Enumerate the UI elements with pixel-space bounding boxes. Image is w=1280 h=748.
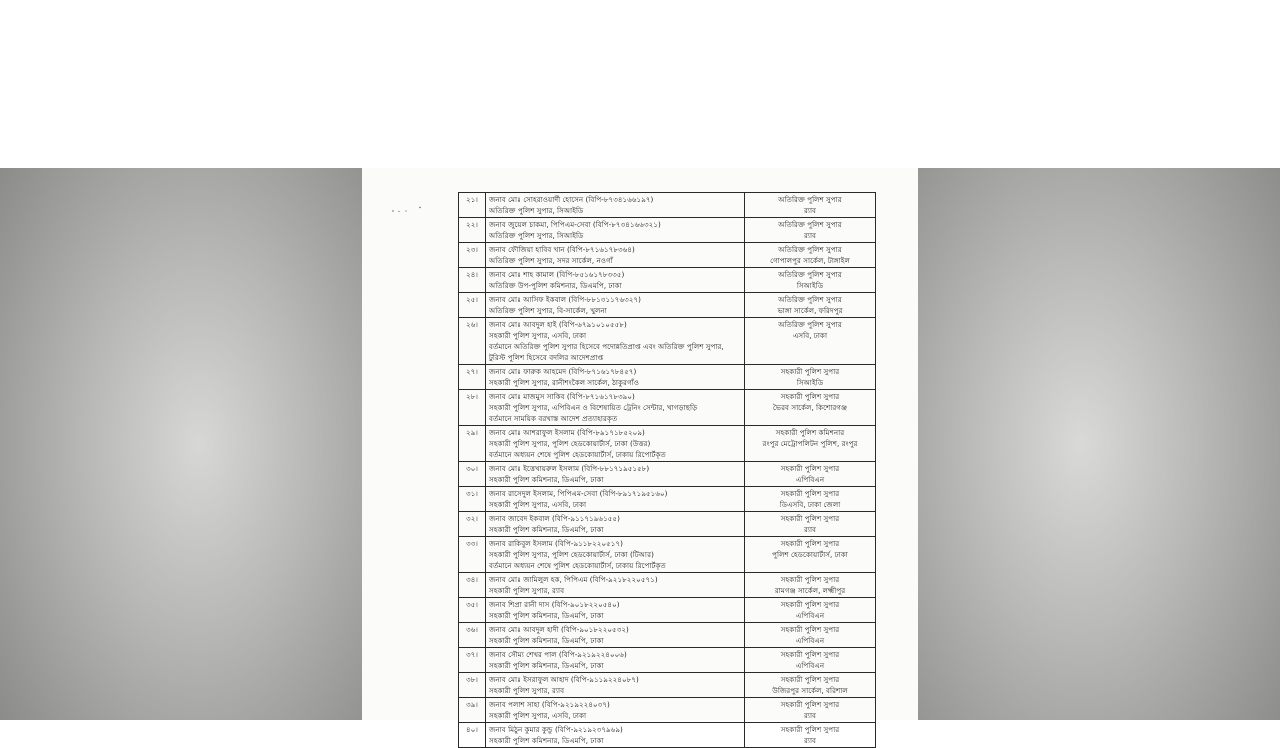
table-row (459, 512, 876, 537)
officer-details-cell (486, 673, 745, 698)
serial-number-cell: ২৮। (459, 390, 486, 426)
new-posting-cell (745, 723, 876, 748)
serial-number-cell: ২৯। (459, 426, 486, 462)
officer-detail-line: বর্তমানে সাময়িক বরখাস্ত আদেশ প্রত্যাহারকৃত (489, 414, 618, 423)
officer-details-cell (486, 487, 745, 512)
scanned-document-page (362, 168, 918, 745)
posting-unit-line: এপিবিএন (795, 636, 825, 645)
posting-designation-line: সহকারী পুলিশ সুপার (780, 539, 840, 548)
posting-designation-line: অতিরিক্ত পুলিশ সুপার (778, 295, 842, 304)
officer-detail-line: অতিরিক্ত পুলিশ সুপার, বি-সার্কেল, খুলনা (489, 306, 607, 315)
posting-designation-line: অতিরিক্ত পুলিশ সুপার (778, 320, 842, 329)
officer-details-cell (486, 598, 745, 623)
officer-detail-line: টুরিস্ট পুলিশ হিসেবে বদলির আদেশপ্রাপ্ত (489, 353, 604, 362)
officer-name-line: জনাব ফৌজিয়া হাবিব খান (বিপি-৮৭১৬১৭৮৩৬৪) (489, 245, 635, 254)
blurred-background-right (918, 168, 1280, 720)
new-posting-cell (745, 512, 876, 537)
officer-detail-line: অতিরিক্ত পুলিশ সুপার, সিআইডি (489, 231, 584, 240)
new-posting-cell (745, 462, 876, 487)
new-posting-cell (745, 623, 876, 648)
officer-details-cell (486, 537, 745, 573)
posting-designation-line: সহকারী পুলিশ সুপার (780, 575, 840, 584)
new-posting-cell (745, 673, 876, 698)
new-posting-cell (745, 365, 876, 390)
officer-details-cell (486, 193, 745, 218)
officer-name-line: জনাব মোঃ ফারুক আহমেদ (বিপি-৮৭১৬১৭৮৪৫৭) (489, 367, 637, 376)
table-row (459, 426, 876, 462)
serial-number-cell: ৩৮। (459, 673, 486, 698)
posting-unit-line: র‍্যাব (803, 711, 817, 720)
posting-unit-line: রামগঞ্জ সার্কেল, লক্ষ্মীপুর (774, 586, 846, 595)
table-row (459, 462, 876, 487)
officer-detail-line: সহকারী পুলিশ কমিশনার, ডিএমপি, ঢাকা (489, 525, 604, 534)
officer-detail-line: বর্তমানে অতিরিক্ত পুলিশ সুপার হিসেবে পদোন্নতিপ্রাপ্ত এবং অতিরিক্ত পুলিশ সুপার, (489, 342, 724, 351)
officer-details-cell (486, 573, 745, 598)
table-row (459, 193, 876, 218)
posting-designation-line: সহকারী পুলিশ সুপার (780, 650, 840, 659)
officer-details-cell (486, 723, 745, 748)
new-posting-cell (745, 390, 876, 426)
table-row (459, 573, 876, 598)
posting-designation-line: সহকারী পুলিশ সুপার (780, 600, 840, 609)
serial-number-cell: ৩৯। (459, 698, 486, 723)
posting-unit-line: সিআইডি (796, 378, 824, 387)
officer-name-line: জনাব রাকিবুল ইসলাম (বিপি-৯১১৮২২০৫১৭) (489, 539, 623, 548)
serial-number-cell: ২৫। (459, 293, 486, 318)
posting-unit-line: এসবি, ঢাকা (792, 331, 828, 340)
officer-detail-line: অতিরিক্ত উপ-পুলিশ কমিশনার, ডিএমপি, ঢাকা (489, 281, 622, 290)
officer-detail-line: সহকারী পুলিশ কমিশনার, ডিএমপি, ঢাকা (489, 661, 604, 670)
table-row (459, 390, 876, 426)
serial-number-cell: ৩৬। (459, 623, 486, 648)
table-body (459, 193, 876, 748)
officer-name-line: জনাব মোঃ আশরাফুল ইসলাম (বিপি-৮৯১৭১৮৫২০৯) (489, 428, 645, 437)
officer-details-cell (486, 512, 745, 537)
officer-name-line: জনাব মোঃ আবদুল হাদী (বিপি-৯০১৮২২০৫৩২) (489, 625, 629, 634)
table-row (459, 537, 876, 573)
officer-details-cell (486, 698, 745, 723)
officer-detail-line: সহকারী পুলিশ সুপার, র‍্যাব (489, 686, 565, 695)
posting-unit-line: এপিবিএন (795, 661, 825, 670)
officer-name-line: জনাব সৌম্য শেখর পাল (বিপি-৯২১৯২২৪০০৬) (489, 650, 627, 659)
transfer-posting-table (458, 192, 876, 748)
officer-details-cell (486, 390, 745, 426)
officer-name-line: জনাব মোঃ শাহ কামাল (বিপি-৮৫১৬১৭৮৩৩৫) (489, 270, 625, 279)
new-posting-cell (745, 243, 876, 268)
serial-number-cell: ৩৭। (459, 648, 486, 673)
posting-designation-line: সহকারী পুলিশ সুপার (780, 675, 840, 684)
new-posting-cell (745, 193, 876, 218)
new-posting-cell (745, 573, 876, 598)
serial-number-cell: ২২। (459, 218, 486, 243)
posting-designation-line: সহকারী পুলিশ সুপার (780, 625, 840, 634)
officer-detail-line: সহকারী পুলিশ সুপার, এসবি, ঢাকা (489, 711, 587, 720)
new-posting-cell (745, 293, 876, 318)
officer-name-line: জনাব শিপ্রা রানী দাস (বিপি-৯০১৮২২০৫৪০) (489, 600, 620, 609)
posting-designation-line: অতিরিক্ত পুলিশ সুপার (778, 195, 842, 204)
new-posting-cell (745, 218, 876, 243)
scan-speck-mark (390, 206, 424, 214)
officer-name-line: জনাব রাসেদুল ইসলাম, পিপিএম-সেবা (বিপি-৮৯১৭১৯৫১৬০) (489, 489, 668, 498)
posting-unit-line: সিআইডি (796, 281, 824, 290)
blurred-background-left (0, 168, 362, 720)
table-row (459, 487, 876, 512)
serial-number-cell: ৩২। (459, 512, 486, 537)
officer-detail-line: সহকারী পুলিশ সুপার, এসবি, ঢাকা (489, 331, 587, 340)
officer-details-cell (486, 293, 745, 318)
posting-designation-line: সহকারী পুলিশ সুপার (780, 700, 840, 709)
posting-designation-line: সহকারী পুলিশ সুপার (780, 367, 840, 376)
officer-name-line: জনাব মোঃ ইসরাফুল আহাদ (বিপি-৯১১৯২২৪০৮৭) (489, 675, 639, 684)
officer-details-cell (486, 268, 745, 293)
posting-designation-line: সহকারী পুলিশ সুপার (780, 725, 840, 734)
officer-name-line: জনাব মোঃ মাজমুস সাকিব (বিপি-৮৭১৬১৭৮৩৯০) (489, 392, 635, 401)
posting-designation-line: সহকারী পুলিশ সুপার (780, 514, 840, 523)
officer-detail-line: সহকারী পুলিশ সুপার, পুলিশ হেডকোয়ার্টার্স, ঢাকা (টিআর) (489, 550, 654, 559)
serial-number-cell: ২৬। (459, 318, 486, 365)
officer-details-cell (486, 243, 745, 268)
officer-detail-line: সহকারী পুলিশ সুপার, এসবি, ঢাকা (489, 500, 587, 509)
new-posting-cell (745, 598, 876, 623)
posting-designation-line: সহকারী পুলিশ কমিশনার (775, 428, 845, 437)
table-row (459, 218, 876, 243)
posting-unit-line: পুলিশ হেডকোয়ার্টার্স, ঢাকা (772, 550, 848, 559)
officer-details-cell (486, 365, 745, 390)
posting-designation-line: অতিরিক্ত পুলিশ সুপার (778, 270, 842, 279)
posting-unit-line: র‍্যাব (803, 736, 817, 745)
officer-detail-line: সহকারী পুলিশ সুপার, পুলিশ হেডকোয়ার্টার্স, ঢাকা (উত্তর) (489, 439, 651, 448)
serial-number-cell: ২৭। (459, 365, 486, 390)
table-row (459, 365, 876, 390)
officer-details-cell (486, 648, 745, 673)
top-background (0, 0, 1280, 168)
serial-number-cell: ৪০। (459, 723, 486, 748)
officer-detail-line: অতিরিক্ত পুলিশ সুপার, সদর সার্কেল, নওগাঁ (489, 256, 613, 265)
posting-designation-line: সহকারী পুলিশ সুপার (780, 489, 840, 498)
officer-name-line: জনাব জাবেদ ইকবাল (বিপি-৯১১৭১৯৬১৫৫) (489, 514, 620, 523)
officer-detail-line: সহকারী পুলিশ সুপার, র‍্যাব (489, 586, 565, 595)
officer-name-line: জনাব মোঃ ইত্তেখায়রুল ইসলাম (বিপি-৮৮১৭১৯৫১৫৮) (489, 464, 650, 473)
new-posting-cell (745, 698, 876, 723)
table-row (459, 318, 876, 365)
officer-detail-line: অতিরিক্ত পুলিশ সুপার, সিআইডি (489, 206, 584, 215)
posting-designation-line: অতিরিক্ত পুলিশ সুপার (778, 245, 842, 254)
officer-detail-line: সহকারী পুলিশ কমিশনার, ডিএমপি, ঢাকা (489, 475, 604, 484)
new-posting-cell (745, 268, 876, 293)
table-row (459, 243, 876, 268)
posting-unit-line: র‍্যাব (803, 525, 817, 534)
posting-unit-line: এপিবিএন (795, 475, 825, 484)
posting-unit-line: র‍্যাব (803, 231, 817, 240)
serial-number-cell: ২৩। (459, 243, 486, 268)
posting-unit-line: উজিরপুর সার্কেল, বরিশাল (772, 686, 848, 695)
serial-number-cell: ৩০। (459, 462, 486, 487)
officer-detail-line: সহকারী পুলিশ কমিশনার, ডিএমপি, ঢাকা (489, 611, 604, 620)
officer-name-line: জনাব জুয়েল চাকমা, পিপিএম-সেবা (বিপি-৮৭৩৪১৬৬৩২১) (489, 220, 661, 229)
serial-number-cell: ৩১। (459, 487, 486, 512)
table-row (459, 598, 876, 623)
table-row (459, 268, 876, 293)
officer-details-cell (486, 623, 745, 648)
officer-name-line: জনাব মোঃ আসিফ ইকবাল (বিপি-৮৮১৩১১৭৬৩২৭) (489, 295, 641, 304)
officer-details-cell (486, 318, 745, 365)
posting-unit-line: এপিবিএন (795, 611, 825, 620)
new-posting-cell (745, 318, 876, 365)
officer-name-line: জনাব মিঠুন কুমার কুন্ডু (বিপি-৯২১৯২৩৭৯৬৯) (489, 725, 623, 734)
officer-name-line: জনাব মোঃ জামিলুল হক, পিপিএম (বিপি-৯২১৮২২০৫৭১) (489, 575, 658, 584)
posting-unit-line: ডিএসবি, ঢাকা জেলা (779, 500, 841, 509)
serial-number-cell: ২১। (459, 193, 486, 218)
officer-details-cell (486, 426, 745, 462)
new-posting-cell (745, 487, 876, 512)
table-row (459, 698, 876, 723)
new-posting-cell (745, 648, 876, 673)
posting-unit-line: র‍্যাব (803, 206, 817, 215)
officer-details-cell (486, 462, 745, 487)
officer-name-line: জনাব মোঃ সোহরাওয়ার্দী হোসেন (বিপি-৮৭৩৪১৬৬১৯৭) (489, 195, 654, 204)
posting-designation-line: অতিরিক্ত পুলিশ সুপার (778, 220, 842, 229)
officer-detail-line: বর্তমানে অধ্যয়ন শেষে পুলিশ হেডকোয়ার্টার্স, ঢাকায় রিপোর্টকৃত (489, 561, 666, 570)
posting-unit-line: রংপুর মেট্রোপলিটন পুলিশ, রংপুর (762, 439, 858, 448)
table-row (459, 673, 876, 698)
table-row (459, 723, 876, 748)
officer-detail-line: সহকারী পুলিশ সুপার, রানীশংকৈল সার্কেল, ঠাকুরগাঁও (489, 378, 640, 387)
serial-number-cell: ৩৫। (459, 598, 486, 623)
table-row (459, 648, 876, 673)
posting-unit-line: ভৈরব সার্কেল, কিশোরগঞ্জ (772, 403, 848, 412)
officer-detail-line: বর্তমানে অধ্যয়ন শেষে পুলিশ হেডকোয়ার্টার্স, ঢাকায় রিপোর্টকৃত (489, 450, 666, 459)
posting-unit-line: গোপালপুর সার্কেল, টাঙ্গাইল (770, 256, 850, 265)
officer-detail-line: সহকারী পুলিশ সুপার, এপিবিএন ও বিশেষায়িত ট্রেনিং সেন্টার, খাগড়াছড়ি (489, 403, 698, 412)
new-posting-cell (745, 426, 876, 462)
posting-designation-line: সহকারী পুলিশ সুপার (780, 392, 840, 401)
serial-number-cell: ৩৩। (459, 537, 486, 573)
posting-designation-line: সহকারী পুলিশ সুপার (780, 464, 840, 473)
posting-unit-line: ভাঙ্গা সার্কেল, ফরিদপুর (777, 306, 843, 315)
new-posting-cell (745, 537, 876, 573)
serial-number-cell: ২৪। (459, 268, 486, 293)
officer-name-line: জনাব পলাশ সাহা (বিপি-৯২১৯২২৪০৩৭) (489, 700, 610, 709)
table-row (459, 293, 876, 318)
table-row (459, 623, 876, 648)
officer-name-line: জনাব মোঃ আবদুল হাই (বিপি-৬৭৯১০১০৫৫৮) (489, 320, 627, 329)
officer-detail-line: সহকারী পুলিশ কমিশনার, ডিএমপি, ঢাকা (489, 736, 604, 745)
serial-number-cell: ৩৪। (459, 573, 486, 598)
officer-details-cell (486, 218, 745, 243)
officer-detail-line: সহকারী পুলিশ কমিশনার, ডিএমপি, ঢাকা (489, 636, 604, 645)
